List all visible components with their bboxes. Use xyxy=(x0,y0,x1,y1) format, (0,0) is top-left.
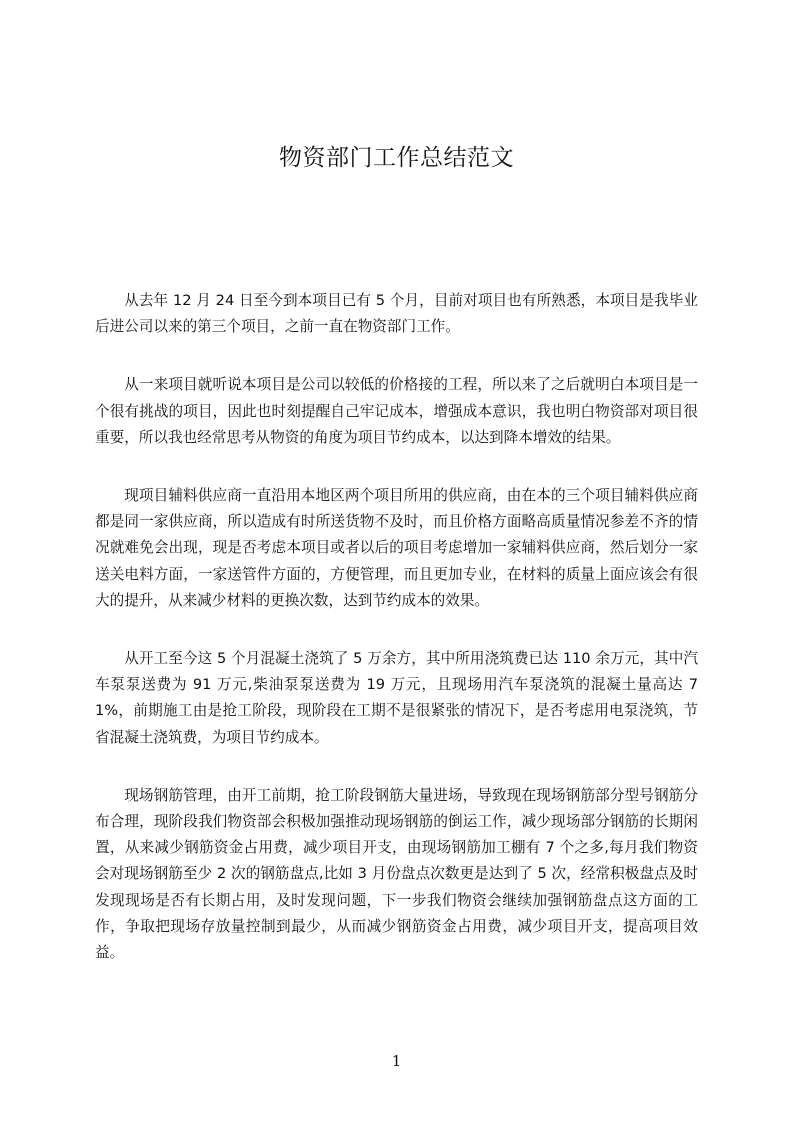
page-number: 1 xyxy=(391,1052,402,1070)
paragraph: 从一来项目就听说本项目是公司以较低的价格接的工程，所以来了之后就明白本项目是一个很有挑战的项目，因此也时刻提醒自己牢记成本，增强成本意识，我也明白物资部对项目很重要，所以我也经常思考从物资的角度为项目节约成本，以达到降本增效的结果。 xyxy=(95,376,698,446)
document-body xyxy=(95,288,698,998)
paragraph: 现场钢筋管理，由开工前期，抢工阶段钢筋大量进场，导致现在现场钢筋部分型号钢筋分布合理，现阶段我们物资部会积极加强推动现场钢筋的倒运工作，减少现场部分钢筋的长期闲置，从来减少钢筋资金占用费，减少项目开支，由现场钢筋加工棚有 7 个之多,每月我们物资会对现场钢筋至少 2 次的钢筋盘点,比如 3 月份盘点次数更是达到了 5 次，经常积极盘点及时发现现场是否有长期占用，及时发现问题，下一步我们物资会继续加强钢筋盘点这方面的工作，争取把现场存放量控制到最少，从而减少钢筋资金占用费，减少项目开支，提高项目效益。 xyxy=(95,786,698,962)
paragraph: 从开工至今这 5 个月混凝土浇筑了 5 万余方，其中所用浇筑费已达 110 余万元，其中汽车泵泵送费为 91 万元,柴油泵泵送费为 19 万元，且现场用汽车泵浇筑的混凝土量高达 71%，前期施工由是抢工阶段，现阶段在工期不是很紧张的情况下，是否考虑用电泵浇筑，节省混凝土浇筑费，为项目节约成本。 xyxy=(95,650,698,746)
document-title: 物资部门工作总结范文 xyxy=(279,145,514,171)
paragraph: 现项目辅料供应商一直沿用本地区两个项目所用的供应商，由在本的三个项目辅料供应商都是同一家供应商，所以造成有时所送货物不及时，而且价格方面略高质量情况参差不齐的情况就难免会出现，现是否考虑本项目或者以后的项目考虑增加一家辅料供应商，然后划分一家送关电料方面，一家送管件方面的，方便管理，而且更加专业，在材料的质量上面应该会有很大的提升，从来减少材料的更换次数，达到节约成本的效果。 xyxy=(95,487,698,609)
paragraph: 从去年 12 月 24 日至今到本项目已有 5 个月，目前对项目也有所熟悉，本项目是我毕业后进公司以来的第三个项目，之前一直在物资部门工作。 xyxy=(95,292,698,336)
